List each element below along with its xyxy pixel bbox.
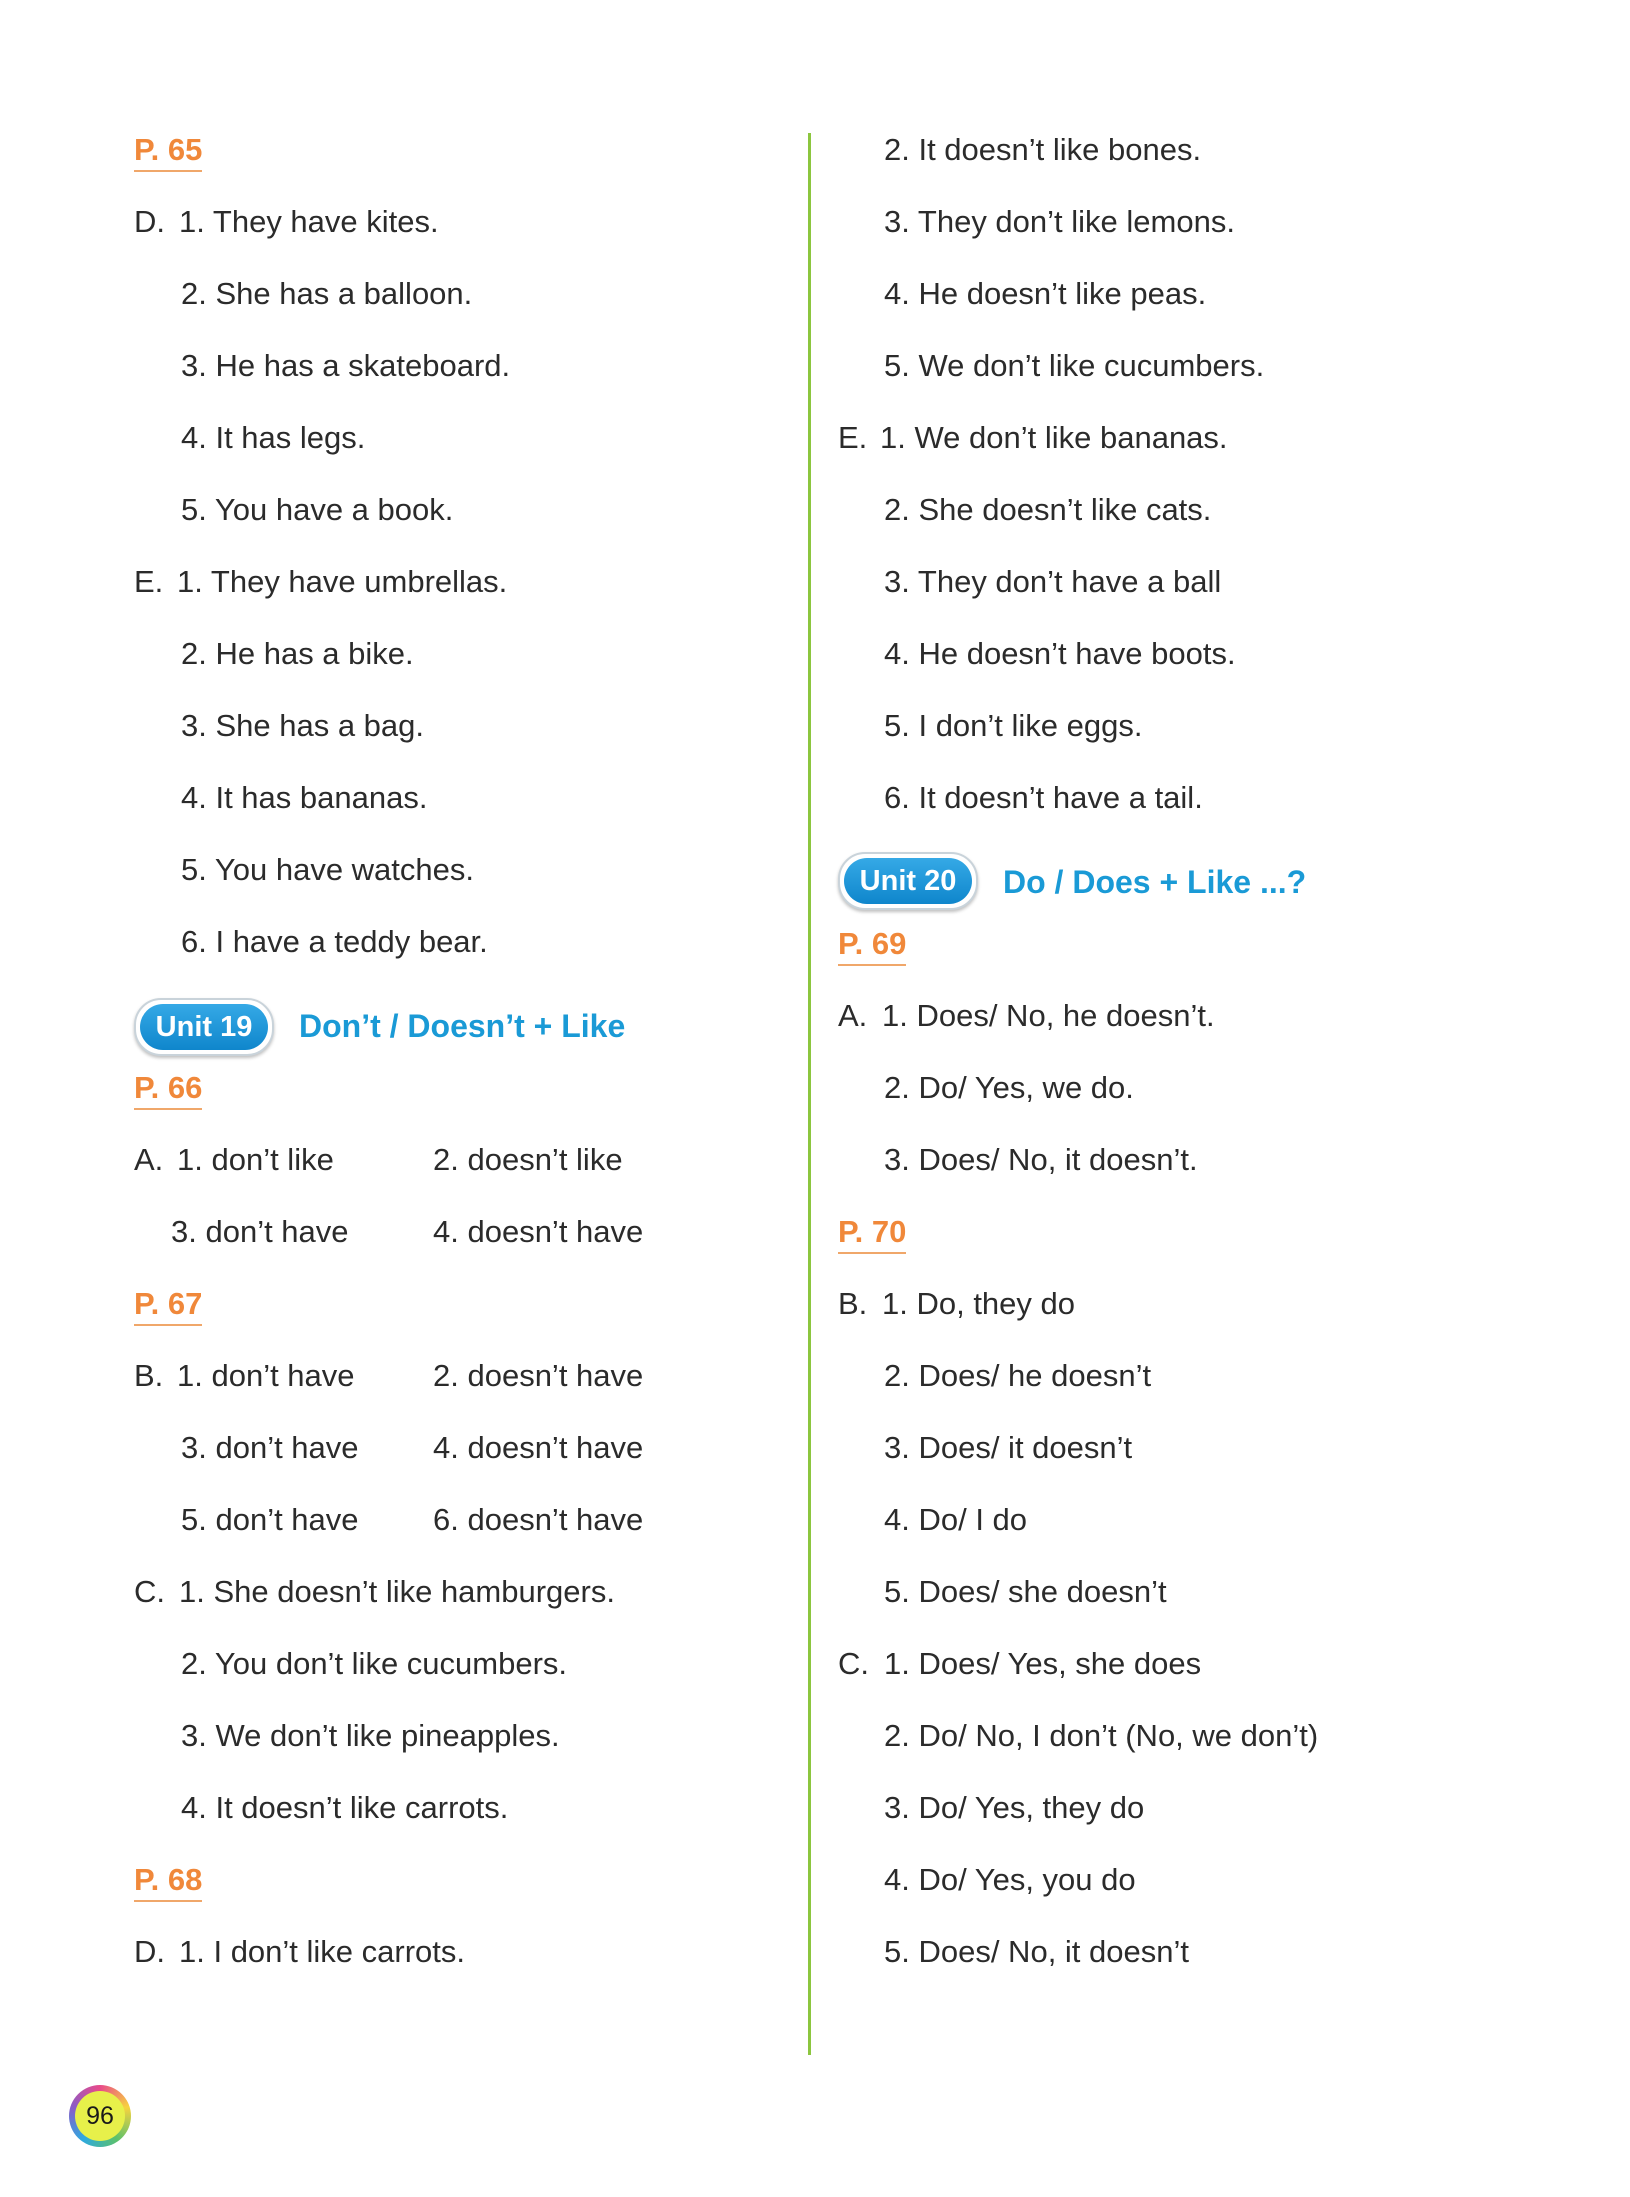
- unit-badge-label: Unit 19: [140, 1004, 268, 1050]
- answer-item: 5. Does/ No, it doesn’t: [884, 1934, 1189, 1969]
- page-number-badge: [69, 2085, 131, 2147]
- answer-item: 1. Does/ No, he doesn’t.: [882, 998, 1215, 1033]
- answer-item: 3. Does/ No, it doesn’t.: [884, 1142, 1198, 1177]
- answer-item: 3. They don’t have a ball: [884, 564, 1222, 599]
- exercise-label-b: B.: [838, 1286, 868, 1321]
- exercise-label-a: A.: [838, 998, 868, 1033]
- page-ref-68: P. 68: [134, 1860, 202, 1902]
- answer-item: 4. It doesn’t like carrots.: [181, 1790, 509, 1825]
- exercise-label-a: A.: [134, 1142, 164, 1177]
- answer-item: 4. It has legs.: [181, 420, 366, 455]
- answer-item: 5. I don’t like eggs.: [884, 708, 1143, 743]
- answer-item: 2. Do/ Yes, we do.: [884, 1070, 1134, 1105]
- exercise-label-b: B.: [134, 1358, 164, 1393]
- answer-item: 1. I don’t like carrots.: [179, 1934, 466, 1969]
- answer-item: 3. don’t have: [171, 1214, 349, 1249]
- unit-badge-label: Unit 20: [844, 858, 972, 904]
- answer-item: 3. don’t have: [181, 1430, 359, 1465]
- page-ref-67: P. 67: [134, 1284, 202, 1326]
- answer-item: 1. don’t like: [177, 1142, 334, 1177]
- answer-item: 6. I have a teddy bear.: [181, 924, 488, 959]
- exercise-label-e: E.: [838, 420, 868, 455]
- answer-item: 4. doesn’t have: [433, 1430, 644, 1465]
- answer-item: 4. It has bananas.: [181, 780, 428, 815]
- answer-item: 5. You have watches.: [181, 852, 475, 887]
- answer-item: 2. She has a balloon.: [181, 276, 473, 311]
- answer-item: 4. Do/ I do: [884, 1502, 1028, 1537]
- unit-19-title: Don’t / Doesn’t + Like: [299, 1008, 626, 1044]
- answer-item: 2. Does/ he doesn’t: [884, 1358, 1152, 1393]
- answer-item: 2. Do/ No, I don’t (No, we don’t): [884, 1718, 1319, 1753]
- answer-item: 5. don’t have: [181, 1502, 359, 1537]
- answer-item: 1. They have umbrellas.: [177, 564, 508, 599]
- answer-item: 4. doesn’t have: [433, 1214, 644, 1249]
- exercise-label-c: C.: [134, 1574, 165, 1609]
- exercise-label-d: D.: [134, 1934, 165, 1969]
- answer-item: 5. Does/ she doesn’t: [884, 1574, 1167, 1609]
- page-ref-65: P. 65: [134, 130, 202, 172]
- page-ref-70: P. 70: [838, 1212, 906, 1254]
- answer-item: 3. Does/ it doesn’t: [884, 1430, 1133, 1465]
- exercise-label-c: C.: [838, 1646, 869, 1681]
- answer-item: 2. He has a bike.: [181, 636, 414, 671]
- answer-item: 3. We don’t like pineapples.: [181, 1718, 560, 1753]
- answer-item: 3. He has a skateboard.: [181, 348, 511, 383]
- answer-item: 3. Do/ Yes, they do: [884, 1790, 1145, 1825]
- answer-item: 1. She doesn’t like hamburgers.: [179, 1574, 615, 1609]
- answer-item: 6. It doesn’t have a tail.: [884, 780, 1203, 815]
- answer-item: 2. She doesn’t like cats.: [884, 492, 1212, 527]
- answer-item: 2. It doesn’t like bones.: [884, 132, 1202, 167]
- answer-item: 5. We don’t like cucumbers.: [884, 348, 1265, 383]
- page-ref-66: P. 66: [134, 1068, 202, 1110]
- answer-item: 6. doesn’t have: [433, 1502, 644, 1537]
- unit-19-badge: [134, 998, 274, 1056]
- answer-item: 2. doesn’t have: [433, 1358, 644, 1393]
- answer-item: 1. They have kites.: [179, 204, 439, 239]
- exercise-label-e: E.: [134, 564, 164, 599]
- page-number: 96: [75, 2091, 125, 2141]
- answer-item: 4. He doesn’t have boots.: [884, 636, 1236, 671]
- answer-item: 2. You don’t like cucumbers.: [181, 1646, 568, 1681]
- column-divider: [808, 133, 811, 2055]
- answer-item: 1. don’t have: [177, 1358, 355, 1393]
- unit-20-badge: [838, 852, 978, 910]
- unit-20-title: Do / Does + Like ...?: [1003, 864, 1307, 900]
- page-ref-69: P. 69: [838, 924, 906, 966]
- answer-item: 4. Do/ Yes, you do: [884, 1862, 1136, 1897]
- answer-item: 5. You have a book.: [181, 492, 454, 527]
- answer-item: 1. Do, they do: [882, 1286, 1076, 1321]
- answer-item: 2. doesn’t like: [433, 1142, 623, 1177]
- answer-item: 1. We don’t like bananas.: [880, 420, 1228, 455]
- answer-item: 3. They don’t like lemons.: [884, 204, 1235, 239]
- exercise-label-d: D.: [134, 204, 165, 239]
- answer-item: 1. Does/ Yes, she does: [884, 1646, 1202, 1681]
- answer-item: 3. She has a bag.: [181, 708, 425, 743]
- answer-item: 4. He doesn’t like peas.: [884, 276, 1207, 311]
